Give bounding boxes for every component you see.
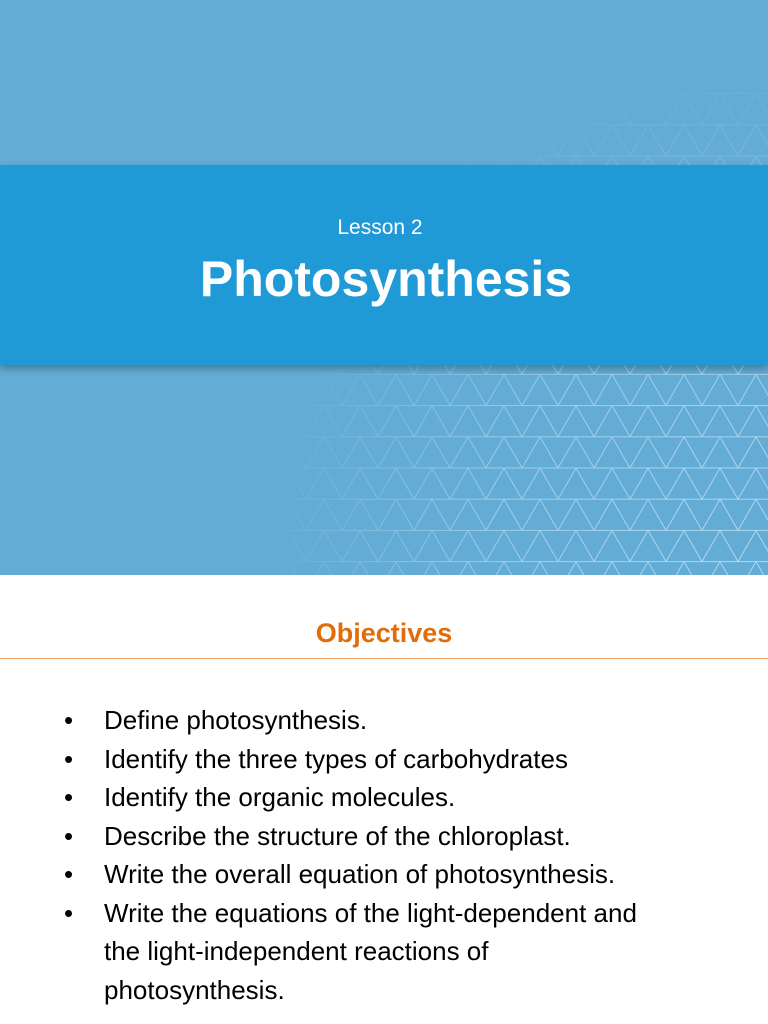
objective-item [64,894,664,1010]
objectives-slide [0,575,768,1024]
bullet-icon: • [64,782,74,812]
bullet-icon: • [64,743,74,774]
objective-text: Write the equations of the light-dependent and the light-independent reactions of photosynthesis. [104,897,637,1005]
bullet-icon: • [64,820,74,851]
objective-item [64,740,664,779]
lesson-label: Lesson 2 [337,216,423,239]
objectives-list [64,701,664,1009]
objective-text: Identify the organic molecules. [104,782,456,812]
objectives-heading: Objectives [315,618,453,648]
slide-title: Photosynthesis [199,251,573,307]
bullet-icon: • [64,859,74,889]
bullet-icon: • [64,897,74,928]
bullet-icon: • [64,705,74,735]
objective-item [64,817,664,856]
objective-text: Identify the three types of carbohydrates [104,743,568,774]
objective-text: Write the overall equation of photosynthesis. [104,859,616,889]
objective-item [64,855,664,894]
objective-text: Define photosynthesis. [104,705,368,735]
objective-item [64,701,664,740]
heading-divider [0,658,768,659]
objective-item [64,778,664,817]
objective-text: Describe the structure of the chloroplast. [104,820,571,851]
